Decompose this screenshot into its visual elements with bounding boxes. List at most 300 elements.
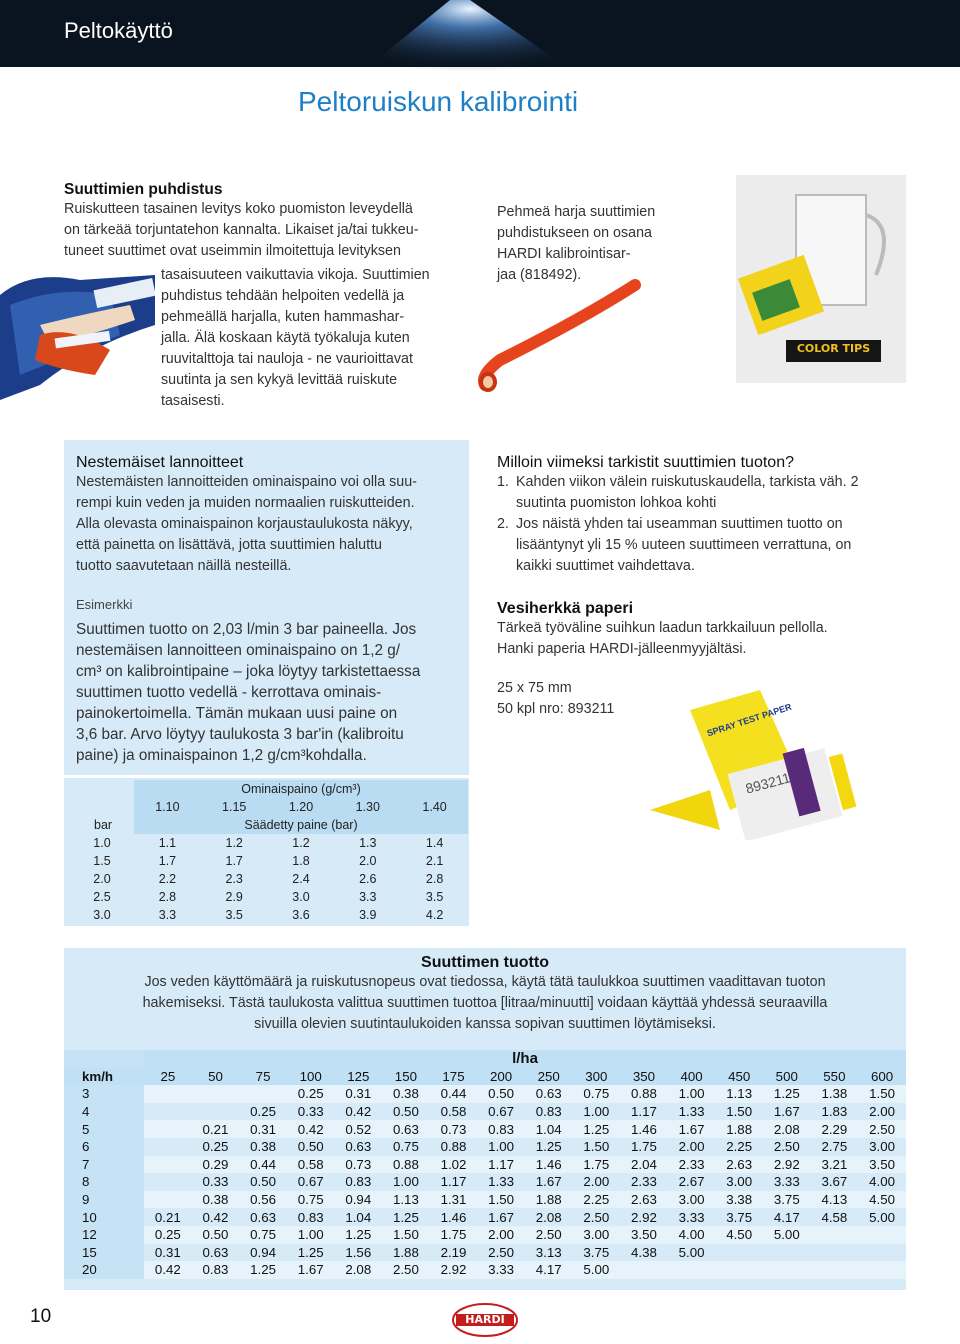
- table-cell: 0.42: [202, 1209, 229, 1225]
- table-cell: 0.29: [192, 1156, 240, 1174]
- column-header: 175: [430, 1068, 478, 1086]
- table-cell: 1.02: [430, 1156, 478, 1174]
- table-cell: 1.0: [93, 836, 111, 850]
- paper-package-code: 893211: [743, 769, 792, 797]
- kmh-cell: 4: [64, 1103, 144, 1121]
- kmh-label: km/h: [64, 1068, 144, 1086]
- table-cell: 3.33: [477, 1261, 525, 1279]
- table-cell: 0.58: [440, 1104, 467, 1120]
- table-cell: 1.00: [583, 1104, 610, 1120]
- table-cell: [144, 1103, 192, 1121]
- table-cell: 3.3: [158, 908, 177, 922]
- table-cell: 1.25: [392, 1209, 419, 1225]
- table-cell: 4.17: [773, 1209, 800, 1225]
- table-cell: 2.08: [763, 1120, 811, 1138]
- table-cell: 0.31: [334, 1085, 382, 1103]
- bar-label: bar: [94, 818, 113, 832]
- output-line: Jos veden käyttömäärä ja ruiskutusnopeus ovat tiedossa, käytä tätä taulukkoa suuttimen vaadittavan tuoton: [144, 974, 826, 990]
- table-cell: 0.75: [573, 1085, 621, 1103]
- table-cell: 1.75: [573, 1156, 621, 1174]
- table-cell: 1.8: [292, 854, 310, 868]
- table-cell: 2.5: [93, 890, 111, 904]
- cleaning-line: puhdistus tehdään helpoiten vedellä ja: [161, 288, 405, 304]
- kmh-cell: 20: [64, 1261, 144, 1279]
- table-cell: 0.94: [250, 1244, 277, 1260]
- output-text: [64, 954, 906, 1035]
- table-cell: 1.25: [239, 1261, 287, 1279]
- density-value: 1.30: [334, 798, 401, 816]
- table-cell: 1.25: [297, 1244, 324, 1260]
- paper-size: 25 x 75 mm: [497, 680, 572, 696]
- check-heading: Milloin viimeksi tarkistit suuttimien tuoton?: [497, 454, 794, 471]
- table-cell: 1.4: [425, 836, 444, 850]
- table-cell: 1.83: [821, 1104, 848, 1120]
- table-cell: 2.50: [858, 1120, 906, 1138]
- output-table-body: [64, 1085, 906, 1279]
- table-cell: 4.00: [668, 1226, 716, 1244]
- cleaning-line: jalla. Älä koskaan käytä työkaluja kuten: [161, 330, 410, 346]
- table-cell: 1.00: [668, 1085, 716, 1103]
- table-cell: 3.5: [225, 908, 243, 922]
- spray-image: [300, 0, 620, 90]
- table-cell: 0.63: [250, 1209, 277, 1225]
- table-cell: 0.50: [297, 1139, 324, 1155]
- table-cell: 1.5: [93, 854, 111, 868]
- table-cell: 0.73: [430, 1120, 478, 1138]
- table-cell: 3.21: [811, 1156, 859, 1174]
- table-cell: [144, 1156, 192, 1174]
- example-line: nestemäisen lannoitteen ominaispaino on 1,2 g/: [76, 642, 401, 659]
- table-cell: 2.29: [811, 1120, 859, 1138]
- table-cell: 2.08: [334, 1261, 382, 1279]
- table-cell: 2.3: [225, 872, 243, 886]
- table-cell: 2.63: [620, 1191, 668, 1209]
- table-row: [70, 852, 468, 870]
- table-cell: 3.3: [359, 890, 377, 904]
- table-cell: 0.58: [287, 1156, 335, 1174]
- table-cell: 0.73: [334, 1156, 382, 1174]
- paper-line: Hanki paperia HARDI-jälleenmyyjältäsi.: [497, 641, 747, 657]
- table-cell: 3.5: [425, 890, 444, 904]
- fertilizer-heading: Nestemäiset lannoitteet: [76, 454, 244, 471]
- table-cell: 2.1: [425, 854, 444, 868]
- table-cell: 1.46: [440, 1209, 467, 1225]
- table-cell: 5.00: [763, 1226, 811, 1244]
- column-header: 75: [239, 1068, 287, 1086]
- table-cell: 0.75: [287, 1191, 335, 1209]
- calibration-kit-photo: [736, 175, 906, 383]
- table-cell: [192, 1103, 240, 1121]
- table-cell: 0.88: [620, 1085, 668, 1103]
- table-cell: 0.21: [192, 1120, 240, 1138]
- density-table: [70, 780, 468, 924]
- table-cell: 3.0: [292, 890, 310, 904]
- table-cell: 0.56: [239, 1191, 287, 1209]
- table-cell: [858, 1226, 906, 1244]
- table-cell: 0.94: [334, 1191, 382, 1209]
- table-cell: [763, 1244, 811, 1262]
- table-cell: 2.00: [477, 1226, 525, 1244]
- table-cell: 2.0: [93, 872, 111, 886]
- hand-brush-photo: [0, 265, 155, 400]
- table-cell: 2.33: [631, 1174, 657, 1190]
- kmh-cell: 15: [64, 1244, 144, 1262]
- table-cell: 2.8: [425, 872, 444, 886]
- table-cell: 1.7: [158, 854, 177, 868]
- table-cell: 1.33: [678, 1104, 705, 1120]
- column-header: 350: [620, 1068, 668, 1086]
- kmh-cell: 10: [64, 1208, 144, 1226]
- table-cell: 1.17: [440, 1174, 467, 1190]
- table-cell: 0.50: [392, 1104, 419, 1120]
- table-cell: 2.2: [158, 872, 177, 886]
- table-cell: 0.50: [477, 1085, 525, 1103]
- table-cell: 1.1: [158, 836, 177, 850]
- table-cell: [144, 1085, 192, 1103]
- table-row: [64, 1191, 906, 1209]
- table-cell: 0.75: [239, 1226, 287, 1244]
- table-cell: [858, 1244, 906, 1262]
- table-cell: 0.25: [287, 1085, 335, 1103]
- table-cell: 1.13: [382, 1191, 430, 1209]
- table-cell: 3.67: [821, 1174, 848, 1190]
- table-cell: 4.13: [811, 1191, 859, 1209]
- table-cell: 4.38: [631, 1244, 657, 1260]
- table-cell: 1.31: [430, 1191, 478, 1209]
- table-cell: 0.88: [382, 1156, 430, 1174]
- table-cell: 2.0: [359, 854, 377, 868]
- check-line: Jos näistä yhden tai useamman suuttimen tuotto on: [516, 516, 843, 532]
- example-line: 3,6 bar. Arvo löytyy taulukosta 3 bar'in (kalibroitu: [76, 726, 404, 743]
- kmh-cell: 12: [64, 1226, 144, 1244]
- table-cell: [239, 1085, 287, 1103]
- table-cell: 3.6: [292, 908, 310, 922]
- table-cell: 1.33: [488, 1174, 515, 1190]
- cleaning-line: ruuvitalttoja tai nauloja - ne vaurioittavat: [161, 351, 413, 367]
- table-cell: 3.75: [763, 1191, 811, 1209]
- brush-caption: [497, 202, 717, 286]
- fertilizer-line: että painetta on lisättävä, jotta suuttimien haluttu: [76, 537, 382, 553]
- example-line: cm³ on kalibrointipaine – joka löytyy tarkistettaessa: [76, 663, 421, 680]
- table-cell: [715, 1261, 763, 1279]
- table-cell: 2.9: [225, 890, 243, 904]
- cleaning-line: tasaisesti.: [161, 393, 225, 409]
- table-cell: [144, 1173, 192, 1191]
- table-row: [64, 1156, 906, 1174]
- density-title: Ominaispaino (g/cm³): [134, 780, 468, 798]
- table-row: [70, 870, 468, 888]
- table-cell: 2.92: [763, 1156, 811, 1174]
- table-cell: 0.67: [488, 1104, 515, 1120]
- table-cell: 0.75: [392, 1139, 419, 1155]
- density-blank: [70, 798, 134, 816]
- table-cell: 2.04: [620, 1156, 668, 1174]
- table-cell: 3.9: [359, 908, 377, 922]
- kmh-cell: 3: [64, 1085, 144, 1103]
- table-cell: 1.46: [620, 1120, 668, 1138]
- table-cell: 2.92: [430, 1261, 478, 1279]
- table-row: [64, 1085, 906, 1103]
- density-value: 1.10: [134, 798, 201, 816]
- table-cell: 2.19: [440, 1244, 467, 1260]
- cleaning-heading: Suuttimien puhdistus: [64, 181, 223, 198]
- table-cell: 2.75: [821, 1139, 848, 1155]
- check-item: [497, 514, 917, 577]
- table-cell: 0.38: [192, 1191, 240, 1209]
- table-cell: 2.25: [573, 1191, 621, 1209]
- fertilizer-line: Nestemäisten lannoitteiden ominaispaino voi olla suu-: [76, 474, 417, 490]
- table-cell: 4.00: [869, 1174, 896, 1190]
- column-header-row: [64, 1068, 906, 1086]
- table-cell: 4.17: [525, 1261, 573, 1279]
- table-cell: 2.63: [715, 1156, 763, 1174]
- table-cell: 2.50: [773, 1139, 800, 1155]
- table-cell: 1.17: [477, 1156, 525, 1174]
- table-cell: 0.83: [345, 1174, 372, 1190]
- caption-line: HARDI kalibrointisar-: [497, 246, 631, 262]
- table-cell: 1.38: [811, 1085, 859, 1103]
- table-cell: 2.33: [668, 1156, 716, 1174]
- output-line: hakemiseksi. Tästä taulukosta valittua suuttimen tuottoa [litraa/minuutti] voidaan käyttää yhdessä seuraavilla: [142, 995, 828, 1011]
- table-cell: 1.67: [773, 1104, 800, 1120]
- table-cell: 0.25: [202, 1139, 229, 1155]
- table-cell: 3.0: [93, 908, 111, 922]
- kmh-cell: 6: [64, 1138, 144, 1156]
- table-cell: 1.67: [287, 1261, 335, 1279]
- table-cell: 2.50: [488, 1244, 515, 1260]
- table-cell: 3.00: [668, 1191, 716, 1209]
- column-header: 300: [573, 1068, 621, 1086]
- spray-test-paper-photo: [650, 690, 890, 840]
- table-cell: 1.88: [715, 1120, 763, 1138]
- table-cell: 2.4: [292, 872, 310, 886]
- table-cell: 1.00: [488, 1139, 515, 1155]
- table-cell: [144, 1191, 192, 1209]
- table-cell: 1.25: [334, 1226, 382, 1244]
- table-cell: 1.50: [477, 1191, 525, 1209]
- table-cell: 1.50: [726, 1104, 753, 1120]
- table-cell: 0.63: [525, 1085, 573, 1103]
- table-cell: 1.7: [225, 854, 243, 868]
- table-cell: 1.75: [430, 1226, 478, 1244]
- column-header: 550: [811, 1068, 859, 1086]
- table-cell: 0.33: [297, 1104, 324, 1120]
- column-header: 600: [858, 1068, 906, 1086]
- table-cell: 0.31: [154, 1244, 181, 1260]
- table-cell: 5.00: [869, 1209, 896, 1225]
- table-cell: 1.50: [858, 1085, 906, 1103]
- check-item: [497, 472, 917, 514]
- cleaning-section: [64, 181, 484, 262]
- table-cell: [811, 1244, 859, 1262]
- check-line: kaikki suuttimet vaihdettava.: [516, 558, 695, 574]
- table-row: [64, 1208, 906, 1226]
- caption-line: jaa (818492).: [497, 267, 582, 283]
- table-cell: 0.21: [154, 1209, 181, 1225]
- table-row: [70, 888, 468, 906]
- table-row: [64, 1120, 906, 1138]
- table-cell: 1.04: [345, 1209, 372, 1225]
- table-cell: 1.2: [292, 836, 310, 850]
- table-cell: 1.00: [287, 1226, 335, 1244]
- table-cell: 0.42: [287, 1120, 335, 1138]
- table-cell: 1.04: [525, 1120, 573, 1138]
- output-heading: Suuttimen tuotto: [421, 954, 549, 971]
- kmh-cell: 9: [64, 1191, 144, 1209]
- table-cell: 1.88: [392, 1244, 419, 1260]
- kmh-cell: 5: [64, 1120, 144, 1138]
- table-cell: 3.00: [573, 1226, 621, 1244]
- output-table: [64, 1050, 906, 1279]
- table-cell: 4.50: [858, 1191, 906, 1209]
- example-text: [76, 619, 466, 766]
- column-header: 400: [668, 1068, 716, 1086]
- table-cell: [715, 1244, 763, 1262]
- table-cell: 3.75: [726, 1209, 753, 1225]
- table-cell: 0.38: [250, 1139, 277, 1155]
- paper-heading: Vesiherkkä paperi: [497, 600, 634, 617]
- table-cell: 0.83: [297, 1209, 324, 1225]
- table-cell: 1.67: [535, 1174, 562, 1190]
- table-corner: [64, 1050, 144, 1068]
- table-cell: 1.46: [525, 1156, 573, 1174]
- table-cell: 4.50: [715, 1226, 763, 1244]
- table-cell: 3.33: [773, 1174, 800, 1190]
- table-row: [64, 1103, 906, 1121]
- kmh-cell: 8: [64, 1173, 144, 1191]
- table-cell: 2.67: [678, 1174, 705, 1190]
- table-cell: 2.50: [525, 1226, 573, 1244]
- table-cell: [668, 1261, 716, 1279]
- table-row: [70, 906, 468, 924]
- table-cell: 0.44: [430, 1085, 478, 1103]
- column-header: 500: [763, 1068, 811, 1086]
- table-cell: 1.67: [668, 1120, 716, 1138]
- cleaning-line: suutinta ja sen kykyä levittää ruiskute: [161, 372, 398, 388]
- fertilizer-text: [76, 454, 466, 766]
- check-line: Kahden viikon välein ruiskutuskaudella, tarkista väh. 2: [516, 474, 859, 490]
- paper-line: Tärkeä työväline suihkun laadun tarkkailuun pellolla.: [497, 620, 828, 636]
- paper-order: 50 kpl nro: 893211: [497, 701, 615, 717]
- table-cell: 0.83: [192, 1261, 240, 1279]
- kmh-cell: 7: [64, 1156, 144, 1174]
- table-row: [64, 1261, 906, 1279]
- table-row: [70, 834, 468, 852]
- table-cell: [192, 1085, 240, 1103]
- table-cell: 2.25: [726, 1139, 753, 1155]
- example-line: suuttimen tuotto vedellä - kerrottava ominais-: [76, 684, 382, 701]
- table-cell: [811, 1261, 859, 1279]
- table-cell: 1.25: [763, 1085, 811, 1103]
- column-header: 450: [715, 1068, 763, 1086]
- column-header: 125: [334, 1068, 382, 1086]
- table-cell: 0.50: [250, 1174, 277, 1190]
- density-value: 1.40: [401, 798, 468, 816]
- cleaning-line: pehmeällä harjalla, kuten hammashar-: [161, 309, 405, 325]
- table-row: [64, 1244, 906, 1262]
- table-cell: [763, 1261, 811, 1279]
- fertilizer-line: Alla olevasta ominaispainon korjaustaulukosta näkyy,: [76, 516, 413, 532]
- table-cell: 0.52: [334, 1120, 382, 1138]
- table-cell: 1.50: [382, 1226, 430, 1244]
- table-cell: [620, 1261, 668, 1279]
- page-number: 10: [30, 1306, 52, 1327]
- table-cell: 0.88: [440, 1139, 467, 1155]
- check-num: 1.: [497, 474, 509, 490]
- table-cell: 1.50: [583, 1139, 610, 1155]
- check-line: suutinta puomiston lohkoa kohti: [516, 495, 717, 511]
- table-cell: 0.31: [239, 1120, 287, 1138]
- column-header: 100: [287, 1068, 335, 1086]
- table-cell: 5.00: [573, 1261, 621, 1279]
- table-cell: 2.92: [631, 1209, 657, 1225]
- table-cell: 0.67: [297, 1174, 324, 1190]
- section-title: Peltokäyttö: [64, 18, 173, 43]
- caption-line: Pehmeä harja suuttimien: [497, 204, 656, 220]
- table-cell: 1.00: [392, 1174, 419, 1190]
- table-cell: 2.50: [583, 1209, 610, 1225]
- table-cell: 1.17: [631, 1104, 657, 1120]
- table-cell: 0.42: [144, 1261, 192, 1279]
- table-cell: 1.25: [535, 1139, 562, 1155]
- table-cell: 4.2: [425, 908, 444, 922]
- hardi-logo: [452, 1303, 518, 1337]
- table-cell: 2.6: [359, 872, 377, 886]
- density-value: 1.20: [268, 798, 335, 816]
- page-title: Peltoruiskun kalibrointi: [298, 86, 579, 117]
- table-cell: 0.50: [192, 1226, 240, 1244]
- fertilizer-line: tuotto saavutetaan näillä nesteillä.: [76, 558, 292, 574]
- column-header: 200: [477, 1068, 525, 1086]
- table-cell: 1.75: [631, 1139, 657, 1155]
- table-cell: 3.00: [726, 1174, 753, 1190]
- table-cell: 0.38: [382, 1085, 430, 1103]
- check-num: 2.: [497, 516, 509, 532]
- column-header: 250: [525, 1068, 573, 1086]
- table-cell: [811, 1226, 859, 1244]
- table-cell: 5.00: [678, 1244, 705, 1260]
- table-cell: 0.33: [202, 1174, 229, 1190]
- table-row: [64, 1226, 906, 1244]
- table-cell: 2.08: [535, 1209, 562, 1225]
- density-corner: [70, 780, 134, 798]
- cleaning-line: Ruiskutteen tasainen levitys koko puomiston leveydellä: [64, 201, 413, 217]
- table-cell: 3.13: [535, 1244, 562, 1260]
- cleaning-line: tasaisuuteen vaikuttavia vikoja. Suuttimien: [161, 267, 430, 283]
- table-cell: 1.67: [488, 1209, 515, 1225]
- table-row: [64, 1173, 906, 1191]
- cleaning-line: tuneet suuttimet ovat useimmin ilmoitettuja levityksen: [64, 243, 401, 259]
- check-section: [497, 454, 917, 577]
- table-cell: 2.8: [158, 890, 177, 904]
- table-cell: 1.25: [573, 1120, 621, 1138]
- table-cell: 2.00: [678, 1139, 705, 1155]
- table-cell: 3.50: [858, 1156, 906, 1174]
- table-cell: 0.25: [250, 1104, 277, 1120]
- table-cell: 2.50: [382, 1261, 430, 1279]
- table-cell: 0.83: [535, 1104, 562, 1120]
- table-cell: 3.50: [620, 1226, 668, 1244]
- check-line: lisääntynyt yli 15 % uuteen suuttimeen verrattuna, on: [516, 537, 852, 553]
- table-cell: 0.63: [382, 1120, 430, 1138]
- density-value: 1.15: [201, 798, 268, 816]
- table-cell: 0.25: [144, 1226, 192, 1244]
- table-cell: 0.63: [345, 1139, 372, 1155]
- table-cell: 3.38: [715, 1191, 763, 1209]
- table-cell: 3.00: [869, 1139, 896, 1155]
- table-cell: 1.13: [715, 1085, 763, 1103]
- example-label: Esimerkki: [76, 597, 133, 612]
